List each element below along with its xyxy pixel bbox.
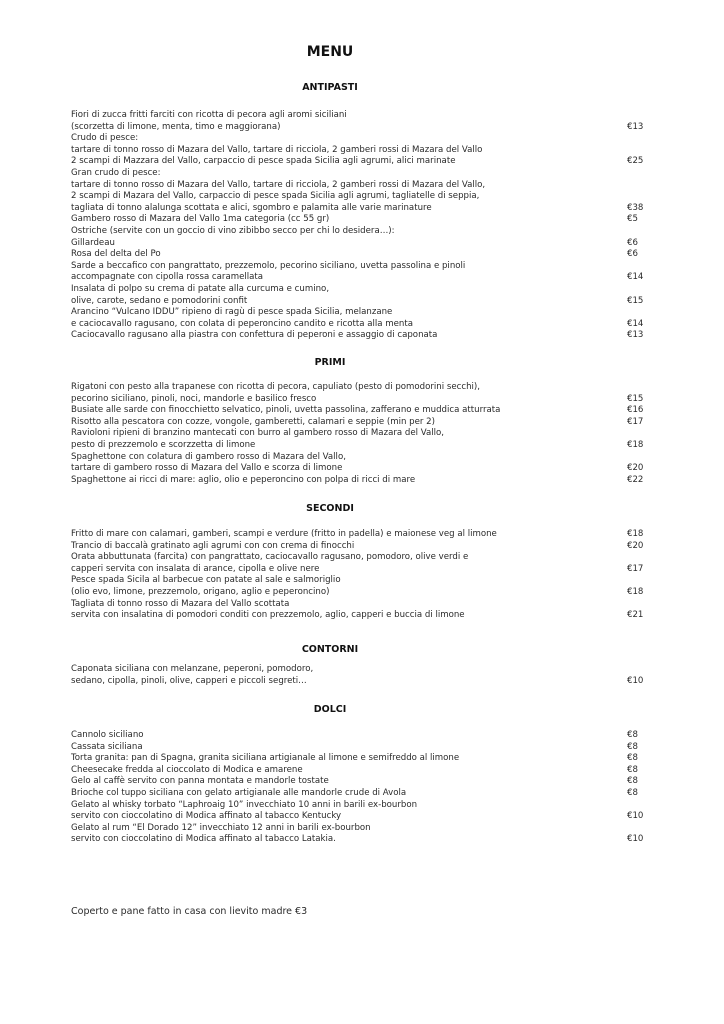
dish-text: Gran crudo di pesce: xyxy=(71,167,161,178)
dish-text: e caciocavallo ragusano, con colata di peperoncino candito e ricotta alla menta xyxy=(71,318,414,329)
menu-section-secondi xyxy=(71,503,661,622)
dish-price: €21 xyxy=(627,610,644,621)
menu-line xyxy=(71,168,661,180)
dish-price: €10 xyxy=(627,834,644,845)
section-heading: PRIMI xyxy=(314,357,346,368)
menu-line xyxy=(71,564,661,576)
dish-text: Arancino “Vulcano IDDU” ripieno di ragù di pesce spada Sicilia, melanzane xyxy=(71,307,393,318)
menu-line xyxy=(71,753,661,765)
menu-line xyxy=(71,272,661,284)
dish-text: (olio evo, limone, prezzemolo, origano, aglio e peperoncino) xyxy=(71,586,330,597)
menu-line xyxy=(71,405,661,417)
dish-text: servito con cioccolatino di Modica affinato al tabacco Latakia. xyxy=(71,834,336,845)
dish-price: €8 xyxy=(627,753,638,764)
dish-price: €20 xyxy=(627,463,644,474)
menu-line xyxy=(71,452,661,464)
dish-text: Sarde a beccafico con pangrattato, prezzemolo, pecorino siciliano, uvetta passolina e pinoli xyxy=(71,260,466,271)
menu-line xyxy=(71,463,661,475)
dish-text: pecorino siciliano, pinoli, noci, mandorle e basilico fresco xyxy=(71,393,317,404)
menu-line xyxy=(71,307,661,319)
menu-line xyxy=(71,319,661,331)
dish-text: tartare di tonno rosso di Mazara del Vallo, tartare di ricciola, 2 gamberi rossi di Mazara del Vallo xyxy=(71,144,483,155)
menu-line xyxy=(71,800,661,812)
dish-text: Insalata di polpo su crema di patate alla curcuma e cumino, xyxy=(71,283,330,294)
dish-price: €13 xyxy=(627,121,644,132)
dish-text: accompagnate con cipolla rossa caramellata xyxy=(71,272,264,283)
dish-text: Cheesecake fredda al cioccolato di Modica e amarene xyxy=(71,764,303,775)
dish-text: Crudo di pesce: xyxy=(71,133,139,144)
menu-line xyxy=(71,834,661,846)
menu-line xyxy=(71,394,661,406)
menu-line xyxy=(71,440,661,452)
dish-price: €18 xyxy=(627,439,644,450)
dish-text: Gelato al rum “El Dorado 12” invecchiato 12 anni in barili ex-bourbon xyxy=(71,822,371,833)
menu-line xyxy=(71,156,661,168)
dish-text: tartare di tonno rosso di Mazara del Vallo, tartare di ricciola, 2 gamberi rossi di Mazara del Vallo, xyxy=(71,179,486,190)
menu-title: MENU xyxy=(306,44,354,60)
dish-text: Busiate alle sarde con finocchietto selvatico, pinoli, uvetta passolina, zafferano e muddica atturrata xyxy=(71,405,501,416)
dish-text: Ravioloni ripieni di branzino mantecati con burro al gambero rosso di Mazara del Vallo, xyxy=(71,428,444,439)
dish-text: sedano, cipolla, pinoli, olive, capperi e piccoli segreti… xyxy=(71,675,307,686)
dish-text: tartare di gambero rosso di Mazara del Vallo e scorza di limone xyxy=(71,463,343,474)
menu-section-primi xyxy=(71,357,661,486)
menu-line xyxy=(71,823,661,835)
dish-text: Rigatoni con pesto alla trapanese con ricotta di pecora, capuliato (pesto di pomodorini secchi), xyxy=(71,382,481,392)
menu-line xyxy=(71,203,661,215)
dish-price: €17 xyxy=(627,563,644,574)
menu-line xyxy=(71,730,661,742)
menu-line xyxy=(71,382,661,394)
dish-price: €15 xyxy=(627,295,644,306)
dish-price: €10 xyxy=(627,811,644,822)
dish-text: pesto di prezzemolo e scorzzetta di limone xyxy=(71,439,256,450)
dish-text: Ostriche (servite con un goccio di vino zibibbo secco per chi lo desidera…): xyxy=(71,225,395,236)
menu-line xyxy=(71,110,661,122)
dish-text: Pesce spada Sicila al barbecue con patate al sale e salmoriglio xyxy=(71,575,341,586)
dish-price: €6 xyxy=(627,249,638,260)
dish-price: €20 xyxy=(627,540,644,551)
menu-line xyxy=(71,145,661,157)
menu-line xyxy=(71,428,661,440)
dish-text: Fritto di mare con calamari, gamberi, scampi e verdure (fritto in padella) e maionese veg al limone xyxy=(71,529,497,539)
menu-line xyxy=(71,122,661,134)
dish-text: (scorzetta di limone, menta, timo e maggiorana) xyxy=(71,121,281,132)
menu-section-dolci xyxy=(71,704,661,846)
menu-line xyxy=(71,417,661,429)
dish-price: €16 xyxy=(627,405,644,416)
dish-text: tagliata di tonno alalunga scottata e alici, sgombro e palamita alle varie marinature xyxy=(71,202,432,213)
dish-text: olive, carote, sedano e pomodorini confit xyxy=(71,295,248,306)
menu-line xyxy=(71,330,661,342)
menu-line xyxy=(71,587,661,599)
dish-price: €15 xyxy=(627,393,644,404)
dish-text: Gambero rosso di Mazara del Vallo 1ma categoria (cc 55 gr) xyxy=(71,214,330,225)
dish-price: €6 xyxy=(627,237,638,248)
dish-price: €14 xyxy=(627,272,644,283)
menu-line xyxy=(71,811,661,823)
dish-text: Caciocavallo ragusano alla piastra con confettura di peperoni e assaggio di caponata xyxy=(71,330,438,341)
menu-line xyxy=(71,541,661,553)
menu-line xyxy=(71,226,661,238)
dish-text: Gelato al whisky torbato “Laphroaig 10” invecchiato 10 anni in barili ex-bourbon xyxy=(71,799,418,810)
menu-line xyxy=(71,214,661,226)
menu-line xyxy=(71,742,661,754)
dish-text: Rosa del delta del Po xyxy=(71,249,161,260)
section-heading: DOLCI xyxy=(313,704,347,715)
dish-text: servito con cioccolatino di Modica affinato al tabacco Kentucky xyxy=(71,811,342,822)
dish-text: 2 scampi di Mazara del Vallo, carpaccio di pesce spada Sicilia agli agrumi, tagliatelle di seppia, xyxy=(71,191,480,202)
menu-line xyxy=(71,133,661,145)
section-heading: SECONDI xyxy=(306,503,354,514)
dish-price: €10 xyxy=(627,675,644,686)
dish-text: Torta granita: pan di Spagna, granita siciliana artigianale al limone e semifreddo al limone xyxy=(71,753,460,764)
dish-text: Cannolo siciliano xyxy=(71,730,144,740)
dish-text: Brioche col tuppo siciliana con gelato artigianale alle mandorle crude di Avola xyxy=(71,787,407,798)
dish-text: Spaghettone con colatura di gambero rosso di Mazara del Vallo, xyxy=(71,451,346,462)
dish-text: Tagliata di tonno rosso di Mazara del Vallo scottata xyxy=(71,598,290,609)
menu-section-contorni xyxy=(71,644,661,687)
dish-price: €8 xyxy=(627,741,638,752)
dish-price: €8 xyxy=(627,787,638,798)
section-heading: CONTORNI xyxy=(301,644,359,655)
dish-price: €22 xyxy=(627,474,644,485)
dish-price: €38 xyxy=(627,202,644,213)
dish-price: €8 xyxy=(627,776,638,787)
menu-section-antipasti xyxy=(71,82,661,342)
dish-text: Cassata siciliana xyxy=(71,741,143,752)
dish-price: €5 xyxy=(627,214,638,225)
dish-text: Risotto alla pescatora con cozze, vongole, gamberetti, calamari e seppie (min per 2) xyxy=(71,416,435,427)
menu-line xyxy=(71,664,661,676)
section-heading: ANTIPASTI xyxy=(302,82,358,93)
dish-text: capperi servita con insalata di arance, cipolla e olive nere xyxy=(71,563,320,574)
menu-line xyxy=(71,284,661,296)
menu-line xyxy=(71,776,661,788)
menu-line xyxy=(71,765,661,777)
dish-text: Trancio di baccalà gratinato agli agrumi con con crema di finocchi xyxy=(71,540,355,551)
menu-line xyxy=(71,180,661,192)
menu-line xyxy=(71,238,661,250)
menu-line xyxy=(71,529,661,541)
dish-price: €17 xyxy=(627,416,644,427)
menu-line xyxy=(71,788,661,800)
dish-price: €8 xyxy=(627,730,638,740)
dish-text: Spaghettone ai ricci di mare: aglio, olio e peperoncino con polpa di ricci di mare xyxy=(71,474,416,485)
menu-line xyxy=(71,599,661,611)
menu-line xyxy=(71,249,661,261)
cover-charge-note: Coperto e pane fatto in casa con lievito madre €3 xyxy=(71,906,308,917)
menu-line xyxy=(71,610,661,622)
menu-line xyxy=(71,475,661,487)
dish-text: Caponata siciliana con melanzane, peperoni, pomodoro, xyxy=(71,664,314,674)
dish-price: €13 xyxy=(627,330,644,341)
menu-line xyxy=(71,552,661,564)
menu-line xyxy=(71,296,661,308)
menu-line xyxy=(71,676,661,688)
dish-price: €14 xyxy=(627,318,644,329)
dish-price: €8 xyxy=(627,764,638,775)
menu-line xyxy=(71,191,661,203)
menu-line xyxy=(71,261,661,273)
dish-text: 2 scampi di Mazzara del Vallo, carpaccio di pesce spada Sicilia agli agrumi, alici marinate xyxy=(71,156,456,167)
dish-text: Orata abbuttunata (farcita) con pangrattato, caciocavallo ragusano, pomodoro, olive verdi e xyxy=(71,552,469,563)
dish-price: €18 xyxy=(627,529,644,539)
dish-text: Gelo al caffè servito con panna montata e mandorle tostate xyxy=(71,776,329,787)
dish-text: Gillardeau xyxy=(71,237,115,248)
menu-line xyxy=(71,575,661,587)
dish-text: Fiori di zucca fritti farciti con ricotta di pecora agli aromi siciliani xyxy=(71,110,347,120)
dish-text: servita con insalatina di pomodori conditi con prezzemolo, aglio, capperi e buccia di limone xyxy=(71,610,465,621)
dish-price: €18 xyxy=(627,586,644,597)
dish-price: €25 xyxy=(627,156,644,167)
